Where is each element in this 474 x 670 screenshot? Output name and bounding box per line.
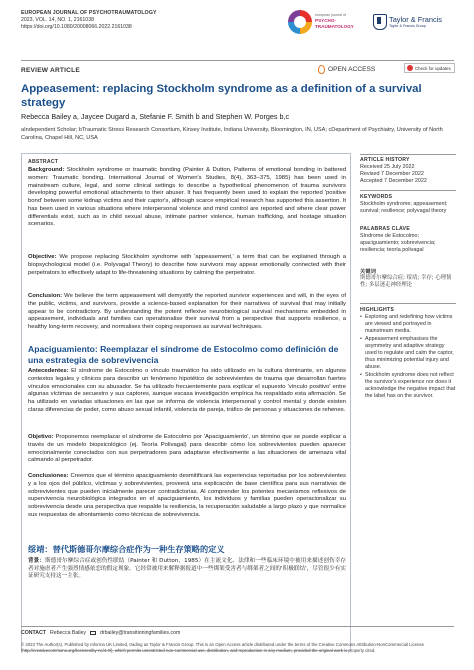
contact-line: [21, 630, 180, 636]
highlight-item: • Appeasement emphasises the asymmetry and adaptive strategy used to regulate and calm the captor, thus minimizing potential injury and abuse.: [360, 336, 456, 372]
publisher-name: Taylor & Francis: [389, 14, 442, 24]
publisher-logo: [372, 12, 442, 30]
revised-date: Revised 7 December 2022: [360, 171, 424, 178]
abstract-box: [21, 153, 351, 651]
palabras-clave-heading: PALABRAS CLAVE: [360, 226, 410, 232]
open-access-badge: OPEN ACCESS: [318, 65, 375, 74]
journal-logo-text: european journal of PSYCHO- TRAUMATOLOGY: [315, 13, 354, 29]
spanish-antecedentes: Antecedentes: El síndrome de Estocolmo o vínculo traumático ha sido utilizado en la cultura dominante, en algunos contextos legales y clínicos para describir un fenómeno hipotético de sobrevivientes de trauma que desarrollan fuertes vínculos emocionales con su abusador. Se ha utilizado frecuentemente para explicar el supuesto 'vínculo positivo' entre algunas víctimas de secuestro y sus captores, aunque escasa investigación empírica ha respaldado esta afirmación. Se ha utilizado en variadas situaciones en las que se informa de violencia interpersonal y control mental y donde existen claras diferencias de poder, como abuso sexual infantil, violencia de pareja, tráfico de personas y situaciones de rehenes.: [28, 368, 346, 413]
highlight-item: • Exploring and redefining how victims are viewed and portrayed in mainstream media.: [360, 314, 456, 336]
spanish-conclusiones: Conclusiones: Creemos que el término apaciguamiento desmitificará las experiencias reportadas por los sobrevivientes y a los ojos del público, víctimas y sobrevivientes, proveerá una explicación de base científica para sus narrativas de sobrevivientes que pueden inicialmente parecer contradictorias. Al comprender los potentes mecanismos reflexivos de supervivencia neurobiológica integrados en el apaciguamiento, los individuos y familias pueden operacionalizar su sobrevivencia desde una perspectiva que respalde la resiliencia, la recuperación saludable a largo plazo y que normalice sus respuestas de afrontamiento como técnicas de sobrevivencia.: [28, 473, 346, 518]
highlight-item: • Stockholm syndrome does not reflect the survivor's experience nor does it acknowledge the negative impact that the label has on the survivor.: [360, 372, 456, 401]
chinese-keywords: 斯德哥尔摩综合症; 绥靖; 幸存; 心理韧性; 多层迷走神经理论: [360, 275, 452, 289]
crossmark-icon: [407, 65, 413, 71]
contact-label: CONTACT: [21, 630, 46, 636]
journal-citation: 2023, VOL. 14, NO. 1, 2161038: [21, 17, 94, 23]
abstract-objective: Objective: We propose replacing Stockholm syndrome with 'appeasement,' a term that can be explained through a biopsychological model (i.e. Polyvagal Theory) to describe how survivors may appear emotionally connected with their perpetrators to effectively adapt to life-threatening situations by calming the perpetrator.: [28, 254, 346, 276]
author-list: Rebecca Bailey a, Jaycee Dugard a, Stefanie F. Smith b and Stephen W. Porges b,c: [21, 112, 290, 121]
contact-name: Rebecca Bailey: [49, 630, 87, 636]
email-icon: [90, 631, 96, 636]
doi-link[interactable]: https://doi.org/10.1080/20008066.2022.2161038: [21, 24, 132, 30]
sidebar-rule: [360, 303, 456, 304]
received-date: Received 25 July 2022: [360, 164, 415, 170]
publisher-group: Taylor & Francis Group: [389, 23, 426, 28]
sidebar-rule: [360, 154, 456, 155]
spanish-objetivo: Objetivo: Proponemos reemplazar el síndrome de Estocolmo por 'Apaciguamiento', un término que se puede explicar a través de un modelo biopsicológico (ej. Teoría Polivagal) para describir cómo los sobrevivientes pueden aparecer emocionalmente conectados con sus perpetradores para adaptarse efectivamente a las situaciones de amenaza vital calmando al perpetrador.: [28, 434, 346, 464]
palabras-clave: Síndrome de Estocolmo; apaciguamiento; sobrevivencia; resiliencia; teoría polivagal: [360, 233, 436, 254]
check-updates-button[interactable]: Check for updates: [404, 63, 455, 73]
abstract-conclusion: Conclusion: We believe the term appeasement will demystify the reported survivor experiences and will, in the eyes of the public, victims, and survivors, provide a science-based explanation for their narratives of survival that may initially appear to be contradictory. By understanding the potent reflexive neurobiological survival mechanisms embedded in appeasement, individuals and families can operationalise their survival from a perspective that supports resilience, a healthy long-term recovery, and normalises their coping responses as survival techniques.: [28, 293, 346, 330]
chinese-abstract-title: 绥靖：替代斯德哥尔摩综合症作为一种生存策略的定义: [28, 544, 225, 554]
highlights-heading: HIGHLIGHTS: [360, 307, 394, 313]
contact-email[interactable]: drbailey@transitioningfamilies.com: [100, 630, 181, 636]
header-rule: [21, 60, 454, 61]
highlights: [360, 314, 456, 400]
article-type: REVIEW ARTICLE: [21, 67, 80, 74]
article-title: Appeasement: replacing Stockholm syndrome as a definition of a survival strategy: [21, 83, 422, 109]
journal-logo: [288, 8, 354, 38]
footer-rule: [21, 626, 454, 627]
article-history-heading: ARTICLE HISTORY: [360, 157, 410, 163]
journal-header: [21, 10, 157, 31]
article-history: [360, 164, 456, 186]
spanish-abstract-title: Apaciguamiento: Reemplazar el síndrome de Estocolmo como definición de una estrategia de sobrevivencia: [28, 344, 339, 365]
abstract-background: Background: Stockholm syndrome or traumatic bonding (Painter & Dutton, Patterns of emotional bonding in battered women: Traumatic bonding. International Journal of Women's Studies, 8(4), 363–375, 1985) has been used in mainstream culture, legal, and some clinical settings to describe a hypothetical phenomenon of trauma survivors developing powerful emotional attachments to their abuser. It has frequently been used to explain the reported 'positive bond' between some kidnap victims and their captor's, although scarce empirical research has supported this assertion. It has been used in various situations where interpersonal violence and mind control are reported and where clear power differentials exist, such as in child sexual abuse, intimate partner violence, human trafficking, and hostage situation scenarios.: [28, 167, 346, 228]
keywords: Stockholm syndrome; appeasement; survival; resilience; polyvagal theory: [360, 201, 448, 215]
chinese-background: 背景：斯德哥尔摩综合症或创伤性联结（Painter 和 Dutton，1985）在主流文化、法律和一些临床环境中被用来描述创伤幸存者对施虐者产生强烈情感依恋的假定现象。它经常被用来解释据报道中一些绑架受害者与绑架者之间的'积极联结'，尽管很少有实证研究支持这一主张。: [28, 558, 346, 580]
keywords-heading: KEYWORDS: [360, 194, 393, 200]
journal-name: EUROPEAN JOURNAL OF PSYCHOTRAUMATOLOGY: [21, 10, 157, 16]
journal-logo-icon: [288, 10, 312, 34]
chinese-keywords-heading: 关键词: [360, 269, 377, 275]
abstract-heading: ABSTRACT: [28, 159, 59, 165]
accepted-date: Accepted 7 December 2022: [360, 178, 427, 185]
license-footer: © 2023 The Author(s). Published by Informa UK Limited, trading as Taylor & Francis Group. This is an Open Access article distributed under the terms of the Creative Commons Attribution-NonCommercial License (http://creativecommons.org/licenses/by-nc/4.0/), which permits unrestricted non-commercial use, distribution, and reproduction in any medium, provided the original work is properly cited.: [21, 642, 424, 653]
affiliations: aIndependent Scholar; bTraumatic Stress Research Consortium, Kinsey Institute, Indiana University, Bloomington, IN, USA; cDepartment of Psychiatry, University of North Carolina, Chapel Hill, NC, USA: [21, 127, 443, 141]
taylor-francis-icon: [372, 13, 386, 29]
sidebar-rule: [360, 190, 456, 191]
open-lock-icon: [318, 65, 325, 74]
